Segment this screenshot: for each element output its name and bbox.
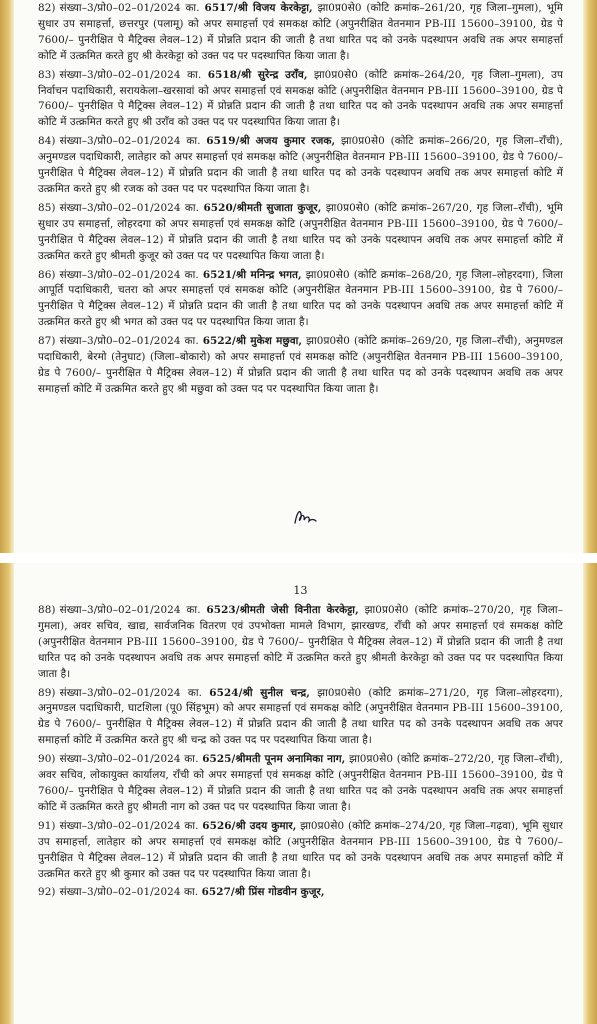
entry-number: 84) [38, 135, 56, 148]
entry-reference: संख्या–3/प्रो0–02–01/2024 का. [59, 2, 200, 14]
officer-name: 6527/श्री प्रिंस गोडवीन कुजूर, [201, 886, 325, 899]
entry-body: झा0प्र0से0 (कोटि क्रमांक–266/20, गृह जिला–राँची), अनुमण्डल पदाधिकारी, लातेहार को अपर समाहर्त्ता एवं समकक्ष कोटि (अपुनरीक्षित वेतनमान PB-III 15600–39100, ग्रेड पे 7600/– पुनरीक्षित पे मैट्रिक्स लेवल–12) में प्रोन्नति प्रदान की जाती है तथा धारित पद को उनके पदस्थापन अवधि तक अपर समाहर्त्ता कोटि में उत्क्रमित करते हुए श्री रजक को उक्त पद पर पदस्थापित किया जाता है। [38, 135, 563, 195]
page-number: 13 [293, 584, 308, 597]
page-content [38, 1, 563, 401]
entry-body: झा0प्र0से0 (कोटि क्रमांक–261/20, गृह जिला–गुमला), भूमि सुधार उप समाहर्त्ता, छत्तरपुर (पलामू) को अपर समाहर्त्ता एवं समकक्ष कोटि (अपुनरीक्षित वेतनमान PB-III 15600–39100, ग्रेड पे 7600/– पुनरीक्षित पे मैट्रिक्स लेवल–12) में प्रोन्नति प्रदान की जाती है तथा धारित पद को उनके पदस्थापन अवधि तक अपर समाहर्त्ता कोटि में उत्क्रमित करते हुए श्री केरकेट्टा को उक्त पद पर पदस्थापित किया जाता है। [38, 2, 564, 62]
entry-number: 86) [38, 268, 56, 281]
notification-entry-85 [38, 201, 563, 265]
entry-number: 88) [38, 604, 56, 616]
officer-name: 6519/श्री अजय कुमार रजक, [206, 135, 336, 148]
entry-number: 82) [38, 2, 56, 14]
officer-name: 6526/श्री उदय कुमार, [202, 819, 297, 832]
entry-number: 83) [38, 68, 56, 81]
notification-entry-91 [38, 819, 563, 883]
entry-number: 89) [38, 686, 56, 699]
page-gap [0, 553, 597, 563]
entry-reference: संख्या–3/प्रो0–02–01/2024 का. [59, 201, 200, 214]
signature-mark [292, 506, 318, 528]
entry-reference: संख्या–3/प्रो0–02–01/2024 का. [59, 753, 199, 766]
entry-number: 85) [38, 201, 56, 214]
notification-entry-84 [38, 134, 563, 198]
notification-entry-89 [38, 686, 563, 750]
entry-reference: संख्या–3/प्रो0–02–01/2024 का. [59, 886, 199, 899]
officer-name: 6517/श्री विजय केरकेट्टा, [204, 2, 313, 14]
entry-reference: संख्या–3/प्रो0–02–01/2024 का. [59, 604, 201, 616]
entry-body: झा0प्र0से0 (कोटि क्रमांक–272/20, गृह जिला–राँची), अवर सचिव, लोकायुक्त कार्यालय, राँची को अपर समाहर्त्ता एवं समकक्ष कोटि (अपुनरीक्षित वेतनमान PB-III 15600–39100, ग्रेड पे 7600/– पुनरीक्षित पे मैट्रिक्स लेवल–12) में प्रोन्नति प्रदान की जाती है तथा धारित पद को उनके पदस्थापन अवधि तक अपर समाहर्त्ता कोटि में उत्क्रमित करते हुए श्रीमती नाग को उक्त पद पर पदस्थापित किया जाता है। [38, 753, 563, 813]
page-edge-right [583, 0, 597, 553]
entry-reference: संख्या–3/प्रो0–02–01/2024 का. [59, 135, 201, 148]
entry-number: 91) [38, 819, 56, 832]
entry-number: 87) [38, 335, 56, 348]
entry-reference: संख्या–3/प्रो0–02–01/2024 का. [59, 686, 203, 699]
entry-body: झा0प्र0से0 (कोटि क्रमांक–270/20, गृह जिला–गुमला), अवर सचिव, खाद्य, सार्वजनिक वितरण एवं उपभोक्ता मामले विभाग, झारखण्ड, राँची को अपर समाहर्त्ता एवं समकक्ष कोटि (अपुनरीक्षित वेतनमान PB-III 15600–39100, ग्रेड पे 7600/– पुनरीक्षित पे मैट्रिक्स लेवल–12) में प्रोन्नति प्रदान की जाती है तथा धारित पद को उनके पदस्थापन अवधि तक अपर समाहर्त्ता कोटि में उत्क्रमित करते हुए श्रीमती केरकेट्टा को उक्त पद पर पदस्थापित किया जाता है। [38, 604, 563, 680]
officer-name: 6525/श्रीमती पूनम अनामिका नाग, [202, 753, 346, 766]
officer-name: 6521/श्री मनिन्द्र भगत, [202, 268, 302, 281]
page-edge-right [583, 563, 597, 1024]
entry-reference: संख्या–3/प्रो0–02–01/2024 का. [59, 819, 199, 832]
entry-body: झा0प्र0से0 (कोटि क्रमांक–271/20, गृह जिला–लोहरदगा), अनुमण्डल पदाधिकारी, घाटशिला (पू0 सिंहभूम) को अपर समाहर्त्ता एवं समकक्ष कोटि (अपुनरीक्षित वेतनमान PB-III 15600–39100, ग्रेड पे 7600/– पुनरीक्षित पे मैट्रिक्स लेवल–12) में प्रोन्नति प्रदान की जाती है तथा धारित पद को उनके पदस्थापन अवधि तक अपर समाहर्त्ता कोटि में उत्क्रमित करते हुए श्री चन्द्र को उक्त पद पर पदस्थापित किया जाता है। [38, 686, 563, 747]
notification-entry-87 [38, 334, 563, 398]
notification-entry-82 [38, 1, 563, 65]
entry-body: झा0प्र0से0 (कोटि क्रमांक–268/20, गृह जिला–लोहरदगा), जिला आपूर्ति पदाधिकारी, चतरा को अपर समाहर्त्ता एवं समकक्ष कोटि (अपुनरीक्षित वेतनमान PB-III 15600–39100, ग्रेड पे 7600/– पुनरीक्षित पे मैट्रिक्स लेवल–12) में प्रोन्नति प्रदान की जाती है तथा धारित पद को उनके पदस्थापन अवधि तक अपर समाहर्त्ता कोटि में उत्क्रमित करते हुए श्री भगत को उक्त पद पर पदस्थापित किया जाता है। [38, 268, 563, 329]
officer-name: 6518/श्री सुरेन्द्र उराँव, [207, 68, 308, 81]
entry-number: 90) [38, 753, 56, 766]
officer-name: 6524/श्री सुनील चन्द्र, [209, 686, 310, 699]
notification-entry-86 [38, 268, 563, 332]
entry-body: झा0प्र0से0 (कोटि क्रमांक–274/20, गृह जिला–गढ़वा), भूमि सुधार उप समाहर्त्ता, लातेहार को अपर समाहर्त्ता एवं समकक्ष कोटि (अपुनरीक्षित वेतनमान PB-III 15600–39100, ग्रेड पे 7600/– पुनरीक्षित पे मैट्रिक्स लेवल–12) में प्रोन्नति प्रदान की जाती है तथा धारित पद को उनके पदस्थापन अवधि तक अपर समाहर्त्ता कोटि में उत्क्रमित करते हुए श्री कुमार को उक्त पद पर पदस्थापित किया जाता है। [38, 819, 563, 880]
entry-number: 92) [38, 886, 56, 899]
entry-body: झा0प्र0से0 (कोटि क्रमांक–269/20, गृह जिला–राँची), अनुमण्डल पदाधिकारी, बेरमो (तेनुघाट) (जिला–बोकारो) को अपर समाहर्त्ता एवं समकक्ष कोटि (अपुनरीक्षित वेतनमान PB-III 15600–39100, ग्रेड पे 7600/– पुनरीक्षित पे मैट्रिक्स लेवल–12) में प्रोन्नति प्रदान की जाती है तथा धारित पद को उनके पदस्थापन अवधि तक अपर समाहर्त्ता कोटि में उत्क्रमित करते हुए श्री मछुवा को उक्त पद पर पदस्थापित किया जाता है। [38, 335, 563, 395]
document-page-lower [0, 563, 597, 1024]
page-edge-left [0, 0, 14, 553]
page-edge-left [0, 563, 14, 1024]
officer-name: 6523/श्रीमती जेसी विनीता केरकेट्टा, [206, 604, 359, 616]
entry-reference: संख्या–3/प्रो0–02–01/2024 का. [59, 335, 199, 348]
officer-name: 6520/श्रीमती सुजाता कुजूर, [203, 201, 322, 214]
entry-reference: संख्या–3/प्रो0–02–01/2024 का. [59, 68, 202, 81]
notification-entry-83 [38, 68, 563, 132]
entry-body: झा0प्र0से0 (कोटि क्रमांक–264/20, गृह जिला–गुमला), उप निर्वाचन पदाधिकारी, सरायकेला–खरसावां को अपर समाहर्त्ता एवं समकक्ष कोटि (अपुनरीक्षित वेतनमान PB-III 15600–39100, ग्रेड पे 7600/– पुनरीक्षित पे मैट्रिक्स लेवल–12) में प्रोन्नति प्रदान की जाती है तथा धारित पद को उनके पदस्थापन अवधि तक अपर समाहर्त्ता कोटि में उत्क्रमित करते हुए श्री उराँव को उक्त पद पर पदस्थापित किया जाता है। [38, 68, 563, 129]
notification-entry-92 [38, 885, 563, 901]
entry-reference: संख्या–3/प्रो0–02–01/2024 का. [59, 268, 199, 281]
notification-entry-88 [38, 603, 563, 683]
entry-body: झा0प्र0से0 (कोटि क्रमांक–267/20, गृह जिला–राँची), भूमि सुधार उप समाहर्त्ता, लोहरदगा को अपर समाहर्त्ता एवं समकक्ष कोटि (अपुनरीक्षित वेतनमान PB-III 15600–39100, ग्रेड पे 7600/– पुनरीक्षित पे मैट्रिक्स लेवल–12) में प्रोन्नति प्रदान की जाती है तथा धारित पद को उनके पदस्थापन अवधि तक अपर समाहर्त्ता कोटि में उत्क्रमित करते हुए श्रीमती कुजूर को उक्त पद पर पदस्थापित किया जाता है। [38, 201, 563, 262]
officer-name: 6522/श्री मुकेश मछुवा, [202, 335, 303, 348]
notification-entry-90 [38, 752, 563, 816]
page-content [38, 583, 563, 904]
